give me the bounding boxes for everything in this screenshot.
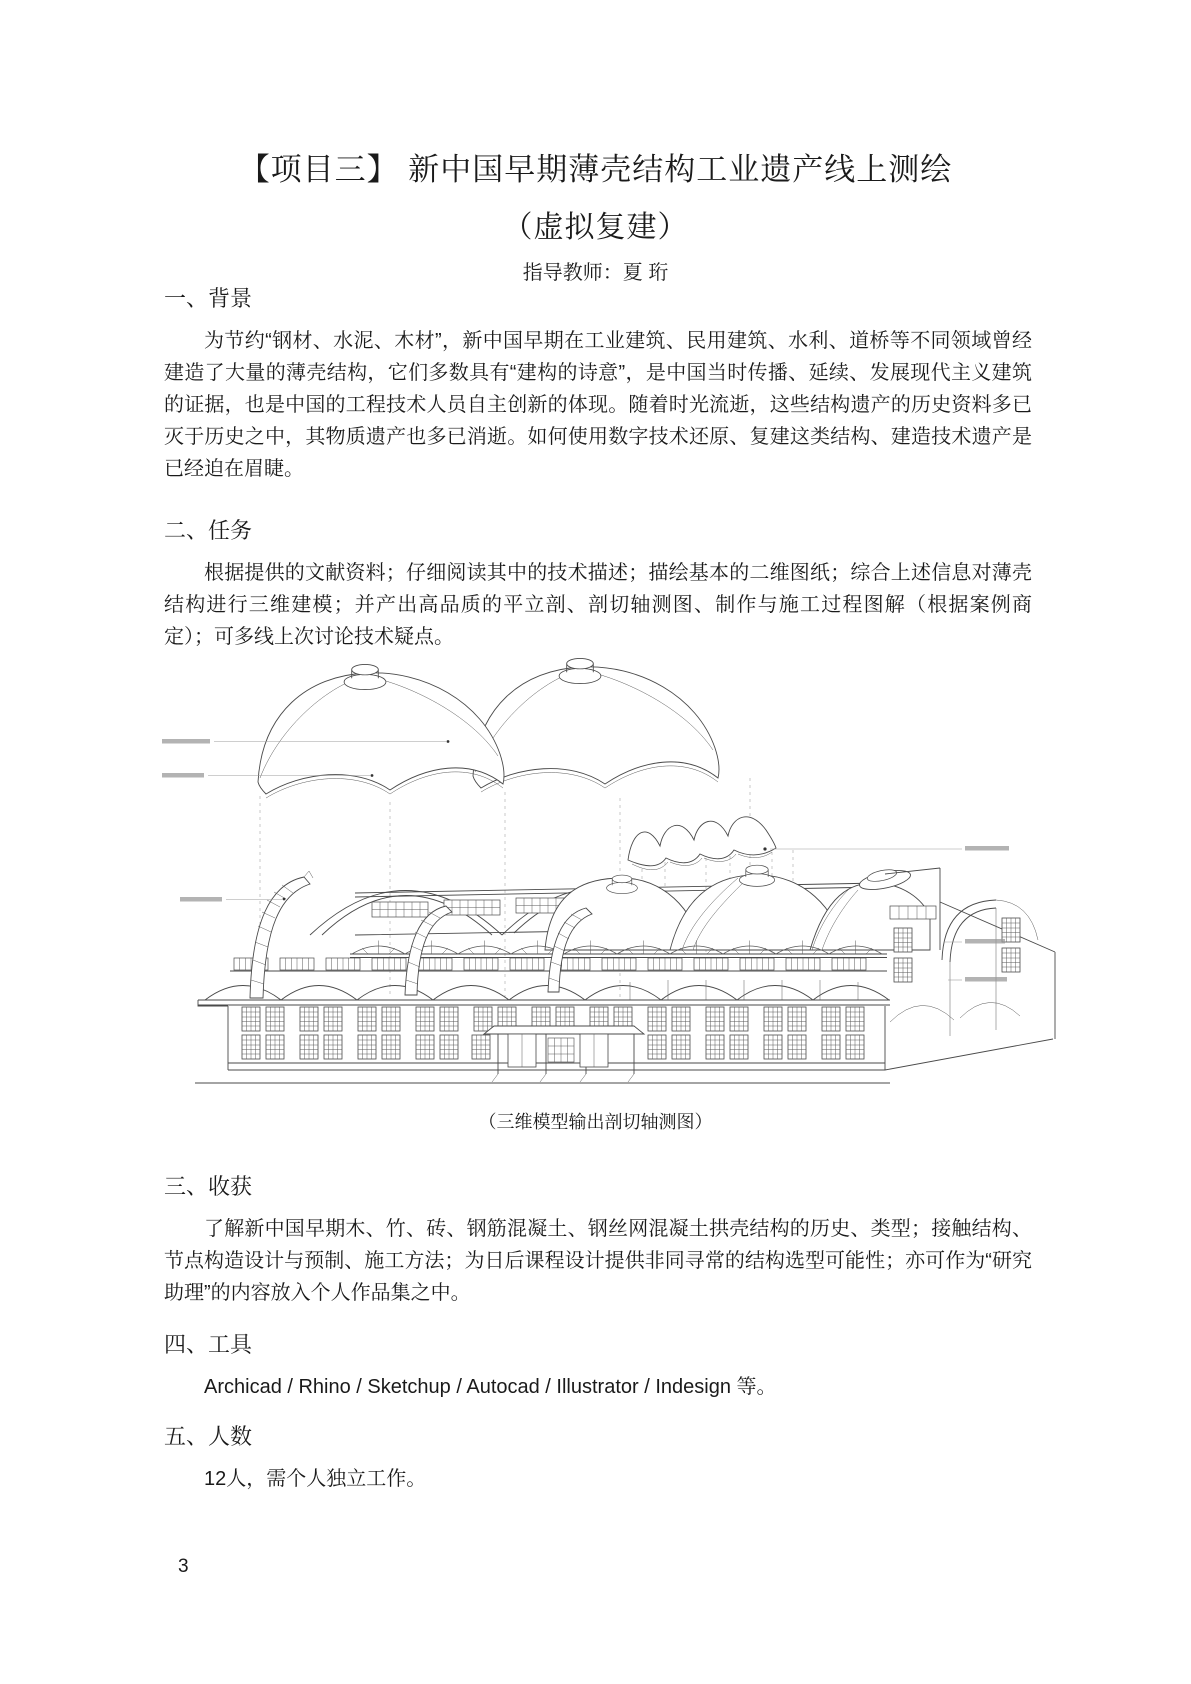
- section-paragraph: Archicad / Rhino / Sketchup / Autocad / Illustrator / Indesign 等。: [204, 1376, 777, 1398]
- section-paragraph: 12人，需个人独立工作。: [204, 1468, 427, 1490]
- section-paragraph: 为节约“钢材、水泥、木材”，新中国早期在工业建筑、民用建筑、水利、道桥等不同领域曾经建造了大量的薄壳结构，它们多数具有“建构的诗意”，是中国当时传播、延续、发展现代主义建筑的证据，也是中国的工程技术人员自主创新的体现。随着时光流逝，这些结构遗产的历史资料多已 灭于历史之中，其物质遗产也多已消逝。如何使用数字技术还原、复建这类结构、建造技术遗产是已经迫在眉睫。: [164, 330, 1052, 480]
- page-title: 【项目三】 新中国早期薄壳结构工业遗产线上测绘: [238, 152, 953, 187]
- section-background: [164, 282, 1052, 485]
- page-subtitle: （虚拟复建）: [502, 211, 689, 244]
- section-heading: 三、收获: [164, 1174, 253, 1199]
- section-heading: 二、任务: [164, 518, 253, 543]
- inclined-skylight-strips: [250, 871, 592, 998]
- section-headcount: [164, 1420, 1032, 1495]
- section-heading: 一、背景: [164, 286, 253, 311]
- section-heading: 五、人数: [164, 1424, 253, 1449]
- figure-axonometric-drawing: [150, 650, 1065, 1095]
- factory-facade: [195, 1000, 890, 1083]
- section-gains: [164, 1170, 1032, 1309]
- section-task: [164, 514, 1032, 653]
- axonometric-drawing-svg: [150, 650, 1065, 1095]
- section-paragraph: 根据提供的文献资料；仔细阅读其中的技术描述；描绘基本的二维图纸；综合上述信息对薄壳结构进行三维建模；并产出高品质的平立剖、剖切轴测图、制作与施工过程图解（根据案例商定）；可多线上次讨论技术疑点。: [164, 562, 1032, 648]
- lower-vault-row: [205, 980, 889, 1000]
- exploded-scallop-shells: [628, 817, 776, 870]
- exploded-shell-roofs: [258, 658, 719, 798]
- shell-domes: [545, 865, 930, 950]
- section-tools: [164, 1328, 1032, 1403]
- entrance-canopy: [484, 1026, 644, 1082]
- instructor-line: 指导教师：夏 珩: [522, 262, 669, 284]
- page-number: 3: [178, 1556, 189, 1577]
- section-paragraph: 了解新中国早期木、竹、砖、钢筋混凝土、钢丝网混凝土拱壳结构的历史、类型；接触结构、节点构造设计与预制、施工方法；为日后课程设计提供非同寻常的结构选型可能性；亦可作为“研究助理”的内容放入个人作品集之中。: [164, 1218, 1032, 1304]
- figure-caption: （三维模型输出剖切轴测图）: [478, 1112, 713, 1132]
- section-heading: 四、工具: [164, 1332, 253, 1357]
